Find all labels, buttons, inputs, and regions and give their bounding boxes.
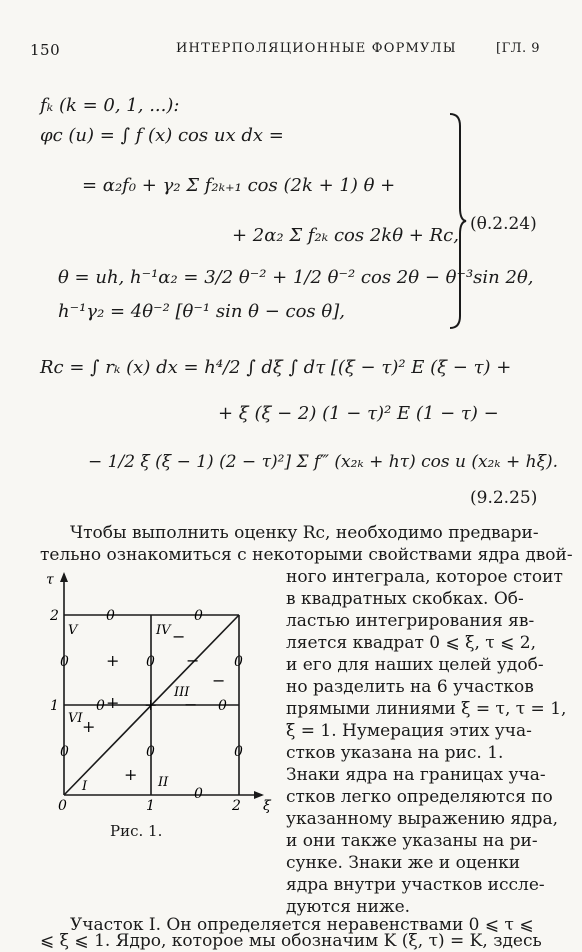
tick-origin: 0 bbox=[58, 798, 67, 814]
formula-line-8: + ξ (ξ − 2) (1 − τ)² E (1 − τ) − bbox=[218, 403, 499, 424]
zero-11: 0 bbox=[218, 698, 227, 714]
running-title: ИНТЕРПОЛЯЦИОННЫЕ ФОРМУЛЫ bbox=[176, 41, 457, 56]
region-IV: IV bbox=[156, 623, 171, 638]
text-line-7: и его для наших целей удоб- bbox=[286, 655, 544, 675]
chapter-marker: [ГЛ. 9 bbox=[496, 41, 541, 56]
sign-minus-1: − bbox=[172, 627, 186, 646]
text-line-18: дуются ниже. bbox=[286, 897, 411, 917]
formula-line-7: Rc = ∫ rₖ (x) dx = h⁴/2 ∫ dξ ∫ dτ [(ξ − τ)² E (ξ − τ) + bbox=[40, 357, 512, 378]
zero-9: 0 bbox=[194, 786, 203, 802]
text-line-15: и они также указаны на ри- bbox=[286, 831, 538, 851]
zero-10: 0 bbox=[96, 698, 105, 714]
figure-1-diagram bbox=[36, 570, 276, 815]
region-II: II bbox=[158, 775, 169, 790]
text-line-8: но разделить на 6 участков bbox=[286, 677, 534, 697]
sign-minus-4: − bbox=[184, 695, 198, 714]
text-line-3: ного интеграла, которое стоит bbox=[286, 567, 563, 587]
formula-line-4: + 2α₂ Σ f₂ₖ cos 2kθ + Rc, bbox=[232, 225, 459, 246]
tick-xi-2: 2 bbox=[232, 798, 241, 814]
right-brace bbox=[448, 112, 468, 330]
sign-minus-3: − bbox=[186, 651, 200, 670]
text-line-6: ляется квадрат 0 ⩽ ξ, τ ⩽ 2, bbox=[286, 633, 536, 653]
zero-5: 0 bbox=[234, 654, 243, 670]
zero-7: 0 bbox=[106, 608, 115, 624]
tick-xi-1: 1 bbox=[146, 798, 155, 814]
axis-label-xi: ξ bbox=[263, 798, 271, 814]
text-line-9: прямыми линиями ξ = τ, τ = 1, bbox=[286, 699, 567, 719]
sign-plus-2: + bbox=[106, 693, 120, 712]
text-line-4: в квадратных скобках. Об- bbox=[286, 589, 524, 609]
tau-arrow bbox=[60, 572, 68, 582]
zero-2: 0 bbox=[60, 744, 69, 760]
region-VI: VI bbox=[68, 711, 83, 726]
sign-plus-4: + bbox=[124, 765, 138, 784]
formula-line-6: h⁻¹γ₂ = 4θ⁻² [θ⁻¹ sin θ − cos θ], bbox=[58, 301, 345, 322]
tick-tau-1: 1 bbox=[50, 698, 59, 714]
equation-number-b: (9.2.25) bbox=[470, 488, 538, 508]
page-number: 150 bbox=[30, 41, 61, 59]
text-line-20: ⩽ ξ ⩽ 1. Ядро, которое мы обозначим K (ξ, τ) = K, здесь bbox=[40, 931, 542, 951]
equation-number-a: (θ.2.24) bbox=[470, 214, 537, 234]
figure-caption: Рис. 1. bbox=[110, 822, 163, 840]
text-line-2: тельно ознакомиться с некоторыми свойствами ядра двой- bbox=[40, 545, 573, 565]
text-line-17: ядра внутри участков иссле- bbox=[286, 875, 545, 895]
text-line-14: указанному выражению ядра, bbox=[286, 809, 558, 829]
sign-plus-5: + bbox=[144, 695, 158, 714]
text-line-13: стков легко определяются по bbox=[286, 787, 553, 807]
region-I: I bbox=[82, 779, 88, 794]
text-line-11: стков указана на рис. 1. bbox=[286, 743, 504, 763]
zero-8: 0 bbox=[194, 608, 203, 624]
text-line-19: Участок I. Он определяется неравенствами 0 ⩽ τ ⩽ bbox=[70, 915, 534, 935]
text-line-10: ξ = 1. Нумерация этих уча- bbox=[286, 721, 532, 741]
zero-4: 0 bbox=[146, 744, 155, 760]
formula-line-9: − 1/2 ξ (ξ − 1) (2 − τ)²] Σ f‴ (x₂ₖ + hτ) cos u (x₂ₖ + hξ). bbox=[88, 452, 558, 472]
sign-minus-2: − bbox=[212, 671, 226, 690]
text-line-16: сунке. Знаки же и оценки bbox=[286, 853, 521, 873]
region-V: V bbox=[68, 623, 78, 638]
text-line-1: Чтобы выполнить оценку Rc, необходимо предвари- bbox=[70, 523, 539, 543]
tick-tau-2: 2 bbox=[50, 608, 59, 624]
text-line-12: Знаки ядра на границах уча- bbox=[286, 765, 546, 785]
sign-plus-3: + bbox=[82, 717, 96, 736]
formula-line-2: φc (u) = ∫ f (x) cos ux dx = bbox=[40, 125, 284, 146]
zero-3: 0 bbox=[146, 654, 155, 670]
axis-label-tau: τ bbox=[46, 572, 54, 588]
region-III: III bbox=[174, 685, 190, 700]
sign-plus-1: + bbox=[106, 651, 120, 670]
formula-line-1: fₖ (k = 0, 1, ...): bbox=[40, 95, 180, 116]
text-line-5: ластью интегрирования яв- bbox=[286, 611, 535, 631]
zero-1: 0 bbox=[60, 654, 69, 670]
formula-line-5: θ = uh, h⁻¹α₂ = 3/2 θ⁻² + 1/2 θ⁻² cos 2θ − θ⁻³sin 2θ, bbox=[58, 267, 534, 288]
formula-line-3: = α₂f₀ + γ₂ Σ f₂ₖ₊₁ cos (2k + 1) θ + bbox=[82, 175, 396, 196]
zero-6: 0 bbox=[234, 744, 243, 760]
